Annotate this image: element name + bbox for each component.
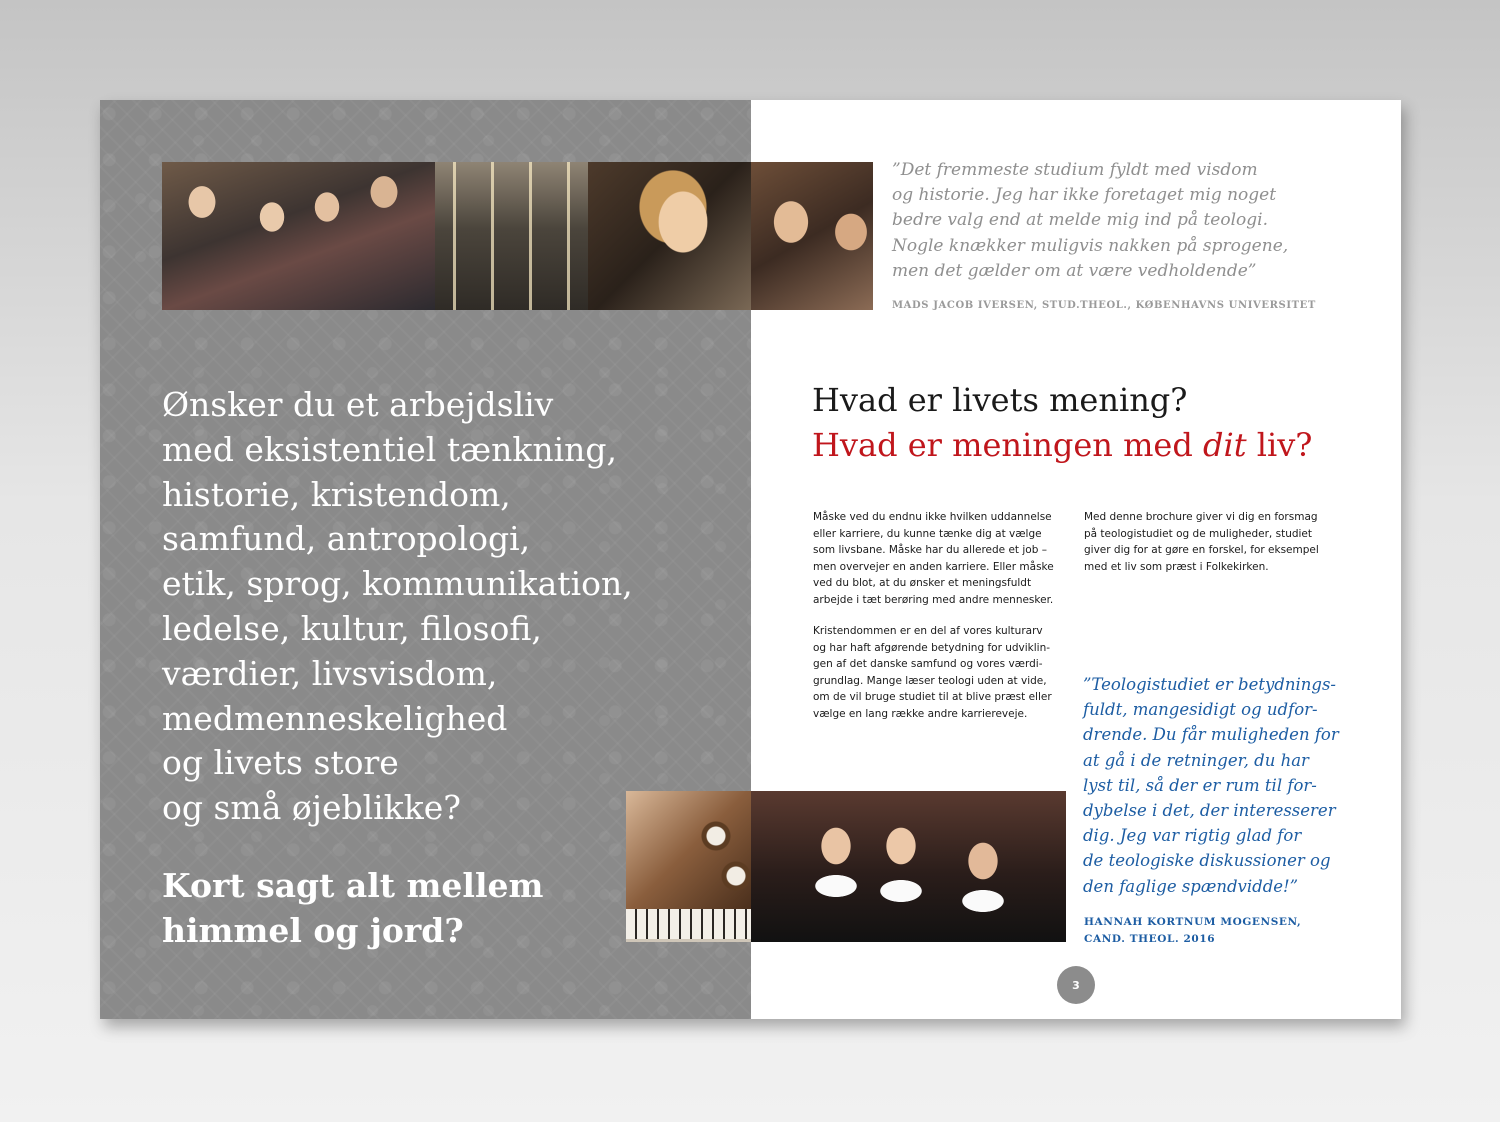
pull-quote-attribution xyxy=(1084,914,1301,948)
photo-students xyxy=(751,162,873,310)
pull-quote-line: ”Teologistudiet er betydnings- xyxy=(1083,675,1336,694)
question-line: og livets store xyxy=(162,743,399,783)
body-line: og har haft afgørende betydning for udviklin- xyxy=(813,641,1051,654)
quote-line: Nogle knækker muligvis nakken på sprogene, xyxy=(892,235,1289,256)
body-line: på teologistudiet og de muligheder, studiet xyxy=(1084,527,1313,540)
pull-quote-line: dybelse i det, der interesserer xyxy=(1083,801,1336,821)
body-paragraph-1 xyxy=(813,509,1054,609)
top-quote-attribution: MADS JACOB IVERSEN, STUD.THEOL., KØBENHAVNS UNIVERSITET xyxy=(892,300,1316,311)
body-line: gen af det danske samfund og vores værdi- xyxy=(813,658,1043,671)
quote-line: og historie. Jeg har ikke foretaget mig noget xyxy=(892,185,1277,206)
left-closing-text xyxy=(162,863,702,953)
question-line: og små øjeblikke? xyxy=(162,788,461,828)
pull-quote-line: drende. Du får muligheden for xyxy=(1083,725,1339,745)
heading-line-2-start: Hvad er meningen med xyxy=(812,426,1203,464)
question-line: medmenneskelighed xyxy=(162,698,508,738)
body-line: vælge en lang række andre karriereveje. xyxy=(813,707,1028,720)
heading-emphasis: dit xyxy=(1203,426,1247,464)
closing-line: himmel og jord? xyxy=(162,911,464,950)
pull-quote-line: lyst til, så der er rum til for- xyxy=(1083,775,1317,795)
quote-line: bedre valg end at melde mig ind på teologi. xyxy=(892,210,1268,231)
attribution-line: CAND. THEOL. 2016 xyxy=(1084,933,1216,945)
question-line: samfund, antropologi, xyxy=(162,519,531,559)
pull-quote-line: de teologiske diskussioner og xyxy=(1083,851,1331,871)
photo-student-listening xyxy=(588,162,751,310)
brochure-spread xyxy=(100,100,1401,1019)
body-line: Kristendommen er en del af vores kulturarv xyxy=(813,625,1043,637)
question-line: ledelse, kultur, filosofi, xyxy=(162,608,542,648)
page-number-badge: 3 xyxy=(1057,966,1095,1004)
question-line: værdier, livsvisdom, xyxy=(162,653,498,693)
pull-quote-line: den faglige spændvidde!” xyxy=(1083,876,1299,896)
question-line: etik, sprog, kommunikation, xyxy=(162,564,633,604)
question-line: med eksistentiel tænkning, xyxy=(162,429,618,469)
body-line: om de vil bruge studiet til at blive præst eller xyxy=(813,691,1052,704)
heading-line-1: Hvad er livets mening? xyxy=(812,381,1188,419)
page-heading xyxy=(812,378,1372,468)
photo-choir-singing xyxy=(162,162,435,310)
pull-quote-line: dig. Jeg var rigtig glad for xyxy=(1083,826,1302,846)
body-line: arbejde i tæt berøring med andre mennesker. xyxy=(813,593,1054,606)
question-line: historie, kristendom, xyxy=(162,474,511,514)
body-line: som livsbane. Måske har du allerede et job – xyxy=(813,544,1047,557)
body-line: Med denne brochure giver vi dig en forsmag xyxy=(1084,511,1318,523)
attribution-line: HANNAH KORTNUM MOGENSEN, xyxy=(1084,916,1302,928)
body-line: giver dig for at gøre en forskel, for eksempel xyxy=(1084,544,1319,557)
closing-line: Kort sagt alt mellem xyxy=(162,866,544,905)
body-line: grundlag. Mange læser teologi uden at vide, xyxy=(813,674,1047,687)
body-paragraph-2 xyxy=(813,623,1052,723)
body-line: Måske ved du endnu ikke hvilken uddannelse xyxy=(813,511,1052,523)
heading-line-2 xyxy=(812,423,1372,468)
body-line: med et liv som præst i Folkekirken. xyxy=(1084,560,1269,573)
pull-quote-line: fuldt, mangesidigt og udfor- xyxy=(1083,700,1318,720)
pull-quote-line: at gå i de retninger, du har xyxy=(1083,750,1309,770)
body-paragraph-3 xyxy=(1084,509,1319,575)
body-line: men overvejer en anden karriere. Eller måske xyxy=(813,560,1054,573)
quote-line: men det gælder om at være vedholdende” xyxy=(892,260,1257,281)
photo-priests-smiling xyxy=(751,791,1066,942)
heading-line-2-end: liv? xyxy=(1246,426,1313,464)
question-line: Ønsker du et arbejdsliv xyxy=(162,385,554,424)
body-line: eller karriere, du kunne tænke dig at vælge xyxy=(813,527,1042,540)
quote-line: ”Det fremmeste studium fyldt med visdom xyxy=(892,160,1258,180)
photo-church-candles xyxy=(435,162,588,310)
left-questions-text xyxy=(162,383,702,831)
pull-quote xyxy=(1083,672,1373,899)
top-quote xyxy=(892,158,1352,284)
body-line: ved du blot, at du ønsker et meningsfuldt xyxy=(813,577,1032,590)
